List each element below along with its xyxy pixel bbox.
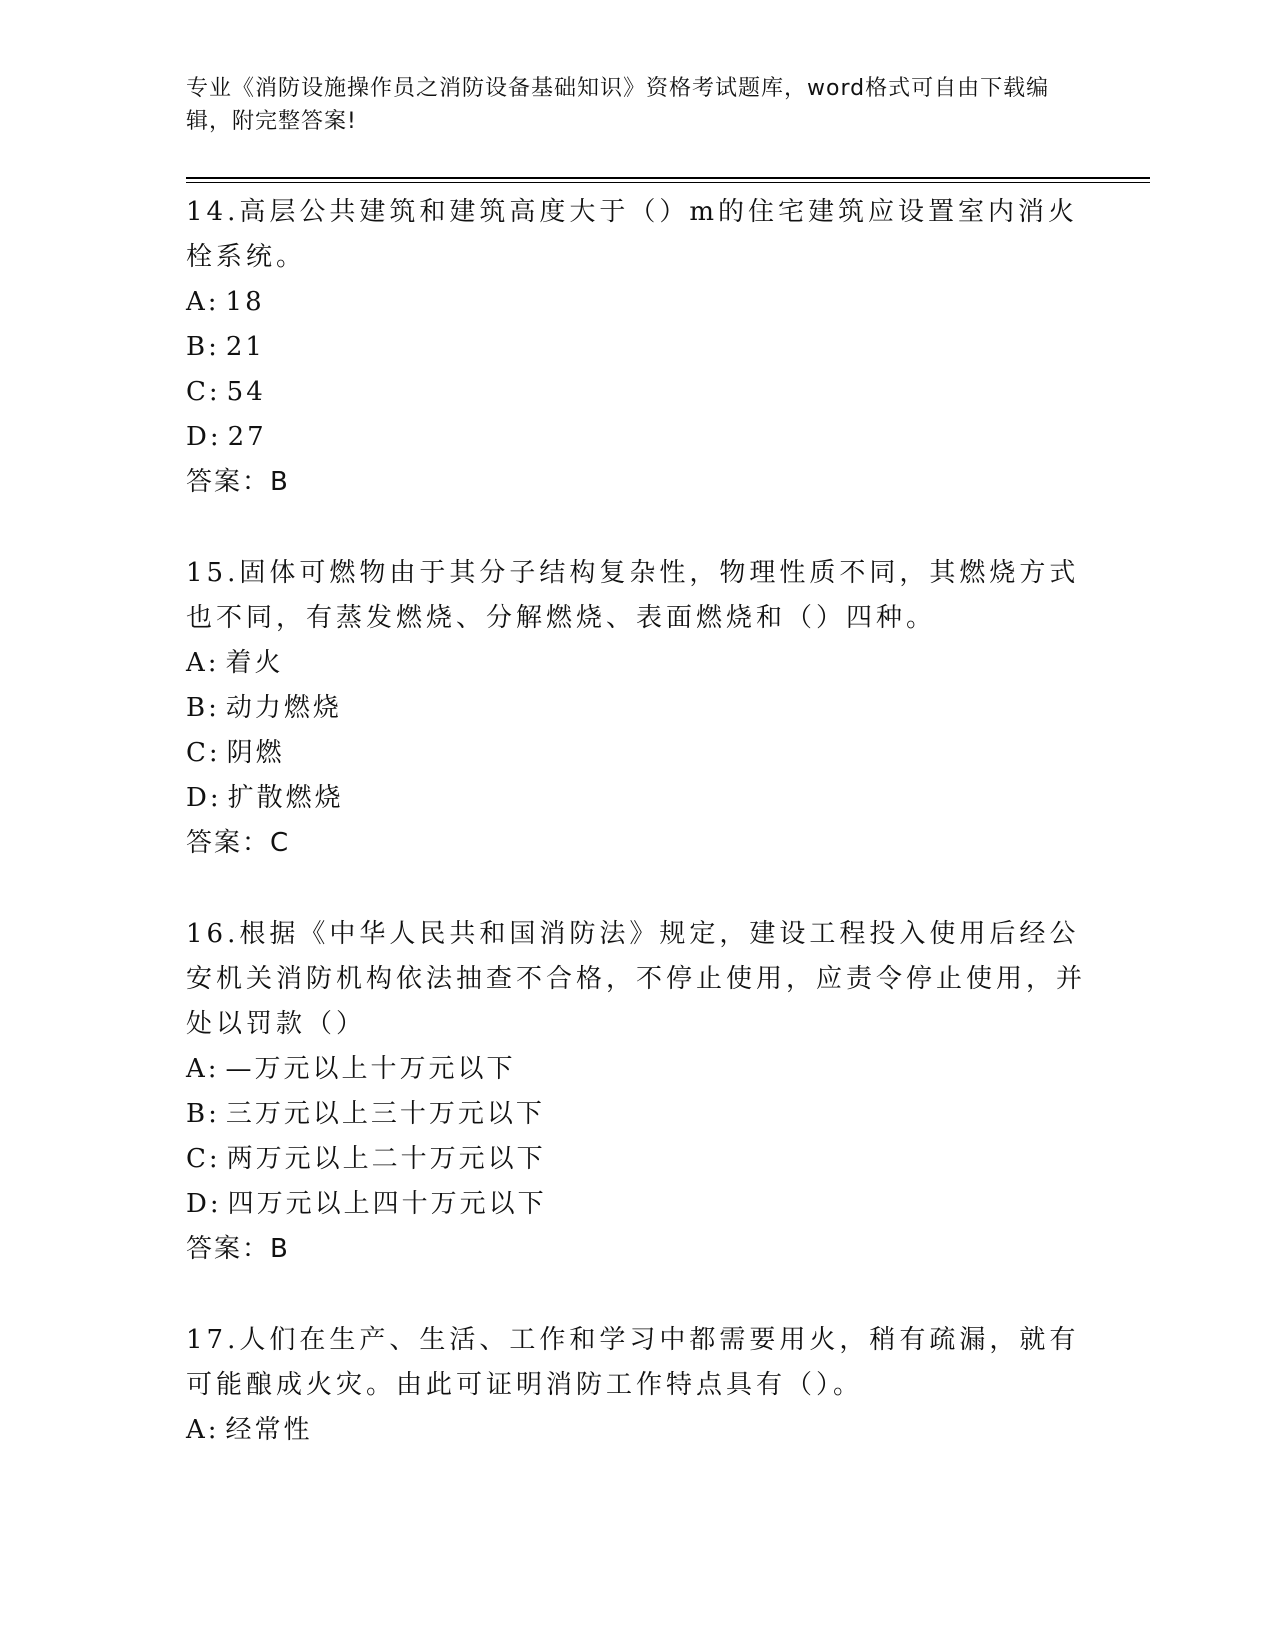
option-label: B: bbox=[186, 693, 220, 723]
option-text: 四万元以上四十万元以下 bbox=[227, 1189, 547, 1219]
question-stem: 15.固体可燃物由于其分子结构复杂性，物理性质不同，其燃烧方式也不同，有蒸发燃烧、分解燃烧、表面燃烧和（）四种。 bbox=[186, 558, 1080, 633]
option-a bbox=[186, 280, 1086, 325]
answer-line: 答案：B bbox=[186, 467, 290, 497]
option-text: 动力燃烧 bbox=[225, 693, 342, 723]
option-text: 18 bbox=[225, 287, 265, 317]
option-b bbox=[186, 325, 1086, 370]
option-text: 54 bbox=[226, 377, 266, 407]
option-text: 两万元以上二十万元以下 bbox=[226, 1144, 546, 1174]
option-a bbox=[186, 1408, 1086, 1453]
option-c bbox=[186, 370, 1086, 415]
option-c bbox=[186, 731, 1086, 776]
option-label: C: bbox=[186, 738, 221, 768]
option-text: 经常性 bbox=[225, 1415, 313, 1445]
question-gap bbox=[186, 505, 1086, 551]
option-text: 着火 bbox=[225, 648, 284, 678]
document-header: 专业《消防设施操作员之消防设备基础知识》资格考试题库，word格式可自由下载编辑，附完整答案! bbox=[186, 76, 1050, 134]
option-d bbox=[186, 776, 1086, 821]
question-list bbox=[186, 190, 1086, 1453]
question-stem: 14.高层公共建筑和建筑高度大于（）m的住宅建筑应设置室内消火栓系统。 bbox=[186, 197, 1079, 272]
option-c bbox=[186, 1137, 1086, 1182]
answer-line: 答案：B bbox=[186, 1234, 290, 1264]
option-label: A: bbox=[186, 287, 220, 317]
option-text: —万元以上十万元以下 bbox=[225, 1054, 516, 1084]
option-label: B: bbox=[186, 332, 220, 362]
option-label: B: bbox=[186, 1099, 220, 1129]
question-17 bbox=[186, 1318, 1086, 1453]
option-b bbox=[186, 1092, 1086, 1137]
question-gap bbox=[186, 866, 1086, 912]
option-label: C: bbox=[186, 377, 221, 407]
option-text: 三万元以上三十万元以下 bbox=[225, 1099, 545, 1129]
answer-line: 答案：C bbox=[186, 828, 291, 858]
option-d bbox=[186, 1182, 1086, 1227]
question-stem: 17.人们在生产、生活、工作和学习中都需要用火，稍有疏漏，就有可能酿成火灾。由此可证明消防工作特点具有（）。 bbox=[186, 1325, 1080, 1400]
option-label: D: bbox=[186, 783, 222, 813]
option-text: 扩散燃烧 bbox=[227, 783, 344, 813]
option-text: 27 bbox=[227, 422, 267, 452]
question-14 bbox=[186, 190, 1086, 505]
question-gap bbox=[186, 1272, 1086, 1318]
question-16 bbox=[186, 912, 1086, 1272]
option-label: C: bbox=[186, 1144, 221, 1174]
option-text: 阴燃 bbox=[226, 738, 285, 768]
option-a bbox=[186, 1047, 1086, 1092]
question-15 bbox=[186, 551, 1086, 866]
option-a bbox=[186, 641, 1086, 686]
option-label: A: bbox=[186, 1415, 220, 1445]
option-label: D: bbox=[186, 1189, 222, 1219]
header-divider-thin bbox=[186, 182, 1150, 183]
question-stem: 16.根据《中华人民共和国消防法》规定，建设工程投入使用后经公安机关消防机构依法抽查不合格，不停止使用，应责令停止使用，并处以罚款（） bbox=[186, 919, 1087, 1039]
option-text: 21 bbox=[225, 332, 265, 362]
option-d bbox=[186, 415, 1086, 460]
option-label: D: bbox=[186, 422, 222, 452]
option-label: A: bbox=[186, 648, 220, 678]
option-label: A: bbox=[186, 1054, 220, 1084]
header-divider-thick bbox=[186, 177, 1150, 179]
option-b bbox=[186, 686, 1086, 731]
